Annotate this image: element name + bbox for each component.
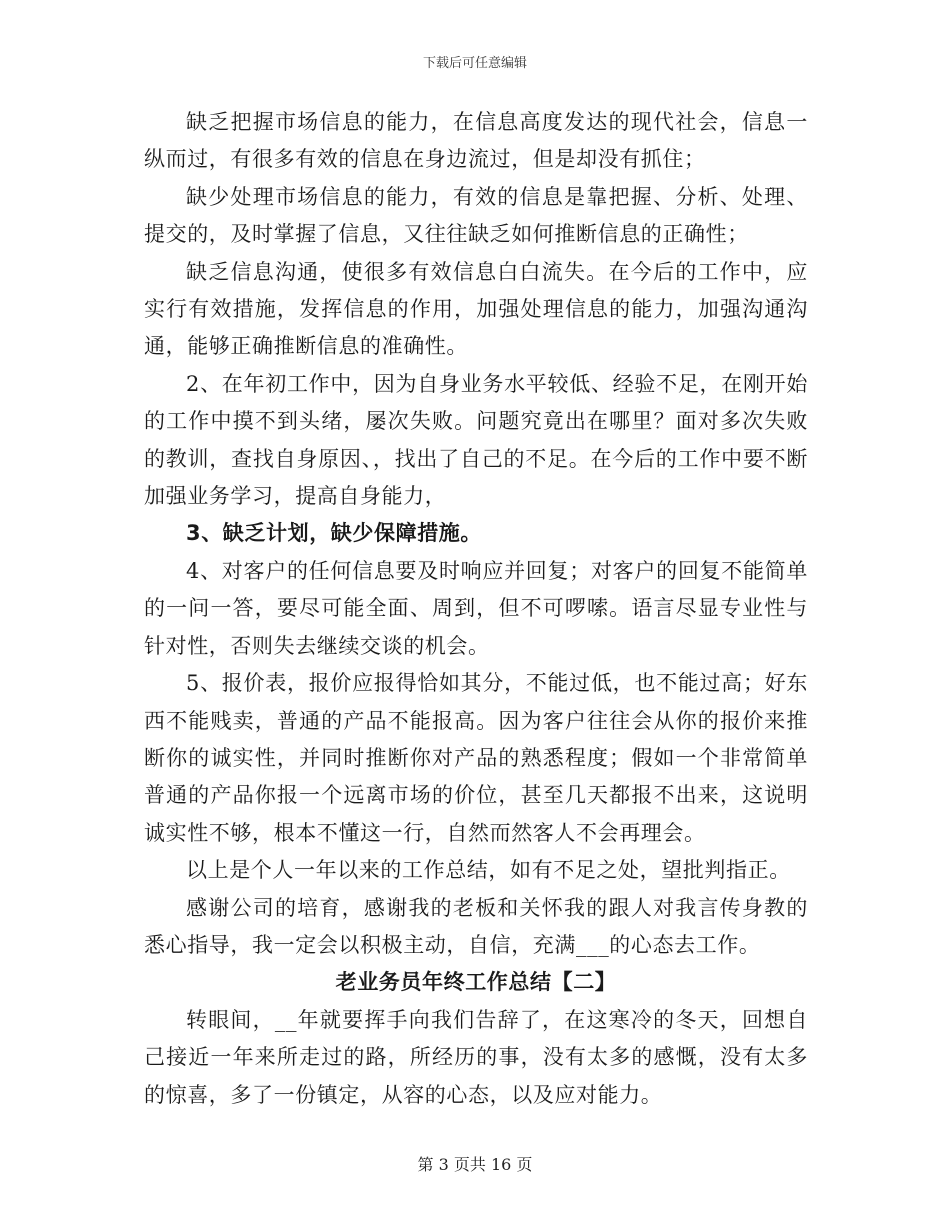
bold-paragraph: 3、缺乏计划，缺少保障措施。 <box>186 521 483 546</box>
paragraph: 以上是个人一年以来的工作总结，如有不足之处，望批判指正。 <box>186 858 791 883</box>
paragraph: 缺少处理市场信息的能力，有效的信息是靠把握、分析、处理、提交的，及时掌握了信息，又往往缺乏如何推断信息的正确性； <box>144 184 808 247</box>
paragraph: 缺乏把握市场信息的能力，在信息高度发达的现代社会，信息一纵而过，有很多有效的信息在身边流过，但是却没有抓住； <box>144 110 808 172</box>
header-note: 下载后可任意编辑 <box>422 56 527 71</box>
paragraph: 4、对客户的任何信息要及时响应并回复；对客户的回复不能简单的一问一答，要尽可能全面、周到，但不可啰嗦。语言尽显专业性与针对性，否则失去继续交谈的机会。 <box>144 558 808 658</box>
section-title: 老业务员年终工作总结【二】 <box>335 970 617 995</box>
paragraph: 缺乏信息沟通，使很多有效信息白白流失。在今后的工作中，应实行有效措施，发挥信息的作用，加强处理信息的能力，加强沟通沟通，能够正确推断信息的准确性。 <box>144 259 808 359</box>
page-footer: 第 3 页共 16 页 <box>417 1155 533 1174</box>
paragraph: 转眼间，__年就要挥手向我们告辞了，在这寒冷的冬天，回想自己接近一年来所走过的路，所经历的事，没有太多的感慨，没有太多的惊喜，多了一份镇定，从容的心态，以及应对能力。 <box>144 1007 808 1107</box>
paragraph: 5、报价表，报价应报得恰如其分，不能过低，也不能过高；好东西不能贱卖，普通的产品不能报高。因为客户往往会从你的报价来推断你的诚实性，并同时推断你对产品的熟悉程度；假如一个非常简单普通的产品你报一个远离市场的价位，甚至几天都报不出来，这说明诚实性不够，根本不懂这一行，自然而然客人不会再理会。 <box>144 671 808 845</box>
document-body <box>144 104 808 1114</box>
paragraph: 感谢公司的培育，感谢我的老板和关怀我的跟人对我言传身教的悉心指导，我一定会以积极主动，自信，充满___的心态去工作。 <box>144 895 808 957</box>
paragraph: 2、在年初工作中，因为自身业务水平较低、经验不足，在刚开始的工作中摸不到头绪，屡次失败。问题究竟出在哪里？面对多次失败的教训，查找自身原因、，找出了自己的不足。在今后的工作中要不断加强业务学习，提高自身能力， <box>144 371 808 509</box>
